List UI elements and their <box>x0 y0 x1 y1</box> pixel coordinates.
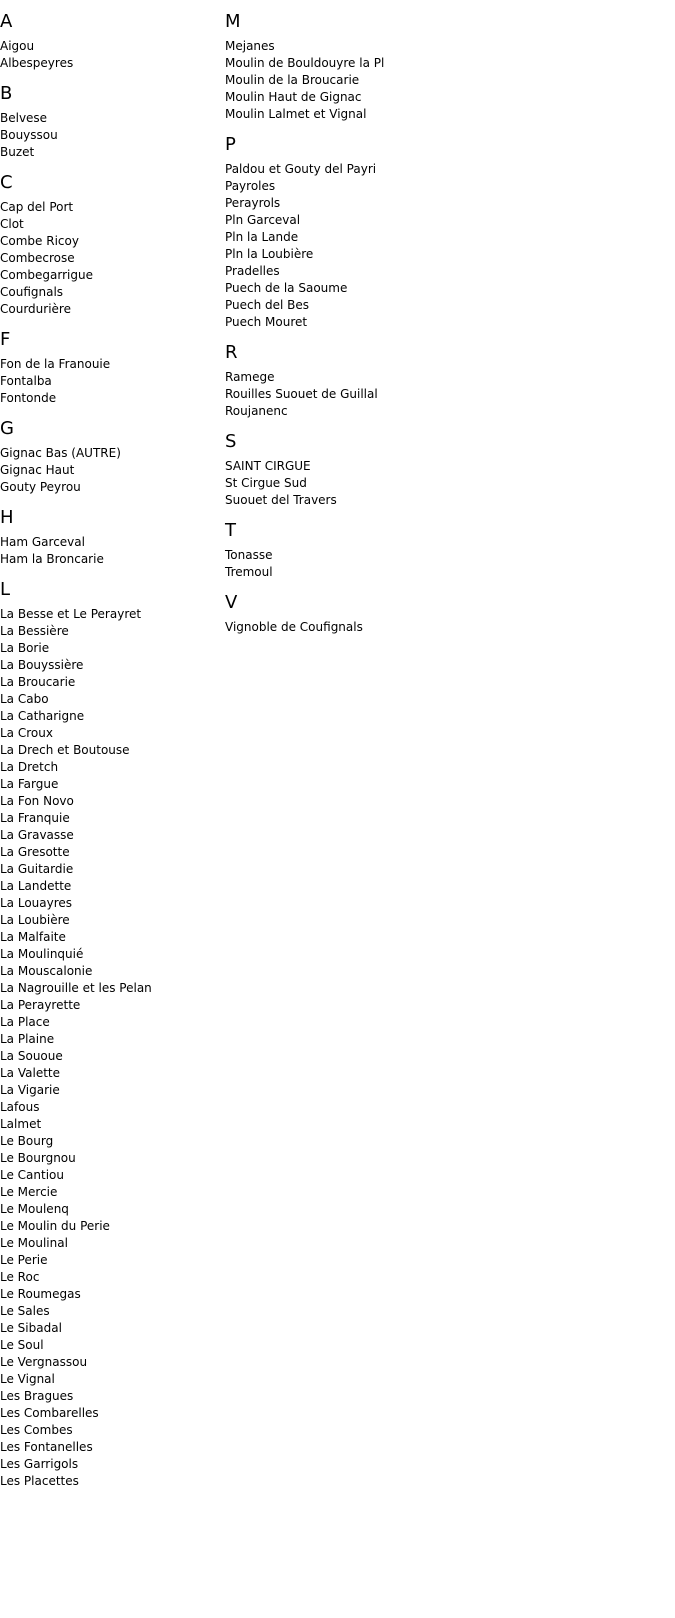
place-link[interactable]: Le Bourgnou <box>0 1151 76 1165</box>
place-link[interactable]: Lafous <box>0 1100 40 1114</box>
section-letter-heading: G <box>0 418 14 439</box>
place-link[interactable]: Le Vergnassou <box>0 1355 88 1369</box>
place-link[interactable]: Payroles <box>225 179 276 193</box>
place-link[interactable]: Le Sibadal <box>0 1321 62 1335</box>
place-link[interactable]: La Sououe <box>0 1049 63 1063</box>
place-link[interactable]: Buzet <box>0 145 35 159</box>
place-link[interactable]: Courdurière <box>0 302 71 316</box>
section-letter-heading: S <box>225 431 237 452</box>
section-letter-heading: M <box>225 11 241 32</box>
place-link[interactable]: Albespeyres <box>0 56 74 70</box>
place-link[interactable]: La Louayres <box>0 896 73 910</box>
place-link[interactable]: Le Perie <box>0 1253 48 1267</box>
index-section-m <box>225 10 485 123</box>
place-link[interactable]: Pln la Loubière <box>225 247 314 261</box>
place-link[interactable]: La Nagrouille et les Pelan <box>0 981 152 995</box>
place-link[interactable]: Combegarrigue <box>0 268 93 282</box>
place-link[interactable]: Le Moulinal <box>0 1236 68 1250</box>
place-link[interactable]: Ham Garceval <box>0 535 85 549</box>
place-link[interactable]: Moulin de la Broucarie <box>225 73 360 87</box>
place-link[interactable]: Gignac Bas (AUTRE) <box>0 446 121 460</box>
place-link[interactable]: La Plaine <box>0 1032 55 1046</box>
place-link[interactable]: Fon de la Franouie <box>0 357 111 371</box>
place-link[interactable]: Le Bourg <box>0 1134 54 1148</box>
place-link[interactable]: Lalmet <box>0 1117 42 1131</box>
place-link[interactable]: Les Combarelles <box>0 1406 99 1420</box>
place-link[interactable]: St Cirgue Sud <box>225 476 307 490</box>
place-link[interactable]: Ham la Broncarie <box>0 552 104 566</box>
place-link[interactable]: La Franquie <box>0 811 70 825</box>
place-link[interactable]: La Gresotte <box>0 845 70 859</box>
place-link[interactable]: Moulin Lalmet et Vignal <box>225 107 367 121</box>
place-link[interactable]: La Fon Novo <box>0 794 74 808</box>
place-link[interactable]: Les Placettes <box>0 1474 79 1488</box>
index-section-s <box>225 430 485 509</box>
place-link[interactable]: Les Garrigols <box>0 1457 79 1471</box>
place-link[interactable]: Le Roc <box>0 1270 40 1284</box>
place-link[interactable]: Gouty Peyrou <box>0 480 81 494</box>
index-section-p <box>225 133 485 331</box>
place-link[interactable]: Tonasse <box>225 548 273 562</box>
index-section-f <box>0 328 220 407</box>
index-section-g <box>0 417 220 496</box>
section-letter-heading: V <box>225 592 238 613</box>
right-column <box>225 10 485 646</box>
place-link[interactable]: La Moulinquié <box>0 947 84 961</box>
place-link[interactable]: La Bouyssière <box>0 658 84 672</box>
section-letter-heading: L <box>0 579 11 600</box>
index-section-a <box>0 10 220 72</box>
place-link[interactable]: La Malfaite <box>0 930 66 944</box>
index-section-r <box>225 341 485 420</box>
place-link[interactable]: Rouilles Suouet de Guillal <box>225 387 378 401</box>
index-section-t <box>225 519 485 581</box>
place-link[interactable]: Cap del Port <box>0 200 74 214</box>
index-section-v <box>225 591 485 636</box>
place-link[interactable]: Gignac Haut <box>0 463 75 477</box>
section-letter-heading: F <box>0 329 11 350</box>
section-letter-heading: H <box>0 507 14 528</box>
place-link[interactable]: Paldou et Gouty del Payri <box>225 162 377 176</box>
place-link[interactable]: Fontonde <box>0 391 57 405</box>
place-link[interactable]: La Cabo <box>0 692 49 706</box>
place-link[interactable]: Le Mercie <box>0 1185 58 1199</box>
place-link[interactable]: Bouyssou <box>0 128 58 142</box>
place-link[interactable]: La Borie <box>0 641 50 655</box>
place-link[interactable]: Ramege <box>225 370 275 384</box>
place-link[interactable]: Le Roumegas <box>0 1287 81 1301</box>
place-link[interactable]: Puech del Bes <box>225 298 310 312</box>
place-link[interactable]: La Bessière <box>0 624 69 638</box>
index-section-b <box>0 82 220 161</box>
place-link[interactable]: SAINT CIRGUE <box>225 459 311 473</box>
index-section-c <box>0 171 220 318</box>
place-link[interactable]: Pln Garceval <box>225 213 301 227</box>
place-link[interactable]: Vignoble de Coufignals <box>225 620 363 634</box>
section-letter-heading: A <box>0 11 13 32</box>
place-link[interactable]: Mejanes <box>225 39 275 53</box>
place-link[interactable]: La Mouscalonie <box>0 964 93 978</box>
place-link[interactable]: La Broucarie <box>0 675 76 689</box>
place-link[interactable]: Le Moulenq <box>0 1202 69 1216</box>
place-link[interactable]: La Vigarie <box>0 1083 60 1097</box>
place-link[interactable]: La Loubière <box>0 913 70 927</box>
place-link[interactable]: Les Bragues <box>0 1389 74 1403</box>
place-link[interactable]: La Fargue <box>0 777 59 791</box>
place-link[interactable]: Coufignals <box>0 285 64 299</box>
place-link[interactable]: Pln la Lande <box>225 230 299 244</box>
place-link[interactable]: Suouet del Travers <box>225 493 337 507</box>
place-link[interactable]: Pradelles <box>225 264 280 278</box>
place-link[interactable]: Combecrose <box>0 251 75 265</box>
place-link[interactable]: Le Soul <box>0 1338 44 1352</box>
place-link[interactable]: La Drech et Boutouse <box>0 743 130 757</box>
place-link[interactable]: Puech de la Saoume <box>225 281 348 295</box>
place-link[interactable]: Belvese <box>0 111 48 125</box>
place-link[interactable]: Le Sales <box>0 1304 50 1318</box>
place-link[interactable]: Les Combes <box>0 1423 73 1437</box>
place-link[interactable]: La Landette <box>0 879 72 893</box>
place-link[interactable]: Le Cantiou <box>0 1168 64 1182</box>
index-section-h <box>0 506 220 568</box>
section-letter-heading: B <box>0 83 13 104</box>
place-link[interactable]: Fontalba <box>0 374 52 388</box>
place-link[interactable]: Perayrols <box>225 196 281 210</box>
place-link[interactable]: Les Fontanelles <box>0 1440 93 1454</box>
place-link[interactable]: Roujanenc <box>225 404 288 418</box>
place-link[interactable]: Le Moulin du Perie <box>0 1219 110 1233</box>
place-link[interactable]: Tremoul <box>225 565 273 579</box>
place-link[interactable]: Clot <box>0 217 24 231</box>
place-link[interactable]: Moulin de Bouldouyre la Pl <box>225 56 385 70</box>
place-link[interactable]: Aigou <box>0 39 35 53</box>
place-link[interactable]: La Gravasse <box>0 828 74 842</box>
place-link[interactable]: La Perayrette <box>0 998 81 1012</box>
section-letter-heading: T <box>225 520 236 541</box>
place-link[interactable]: La Valette <box>0 1066 60 1080</box>
place-link[interactable]: Le Vignal <box>0 1372 55 1386</box>
place-link[interactable]: La Guitardie <box>0 862 74 876</box>
section-letter-heading: P <box>225 134 236 155</box>
place-link[interactable]: La Besse et Le Perayret <box>0 607 142 621</box>
left-column <box>0 10 220 1500</box>
section-letter-heading: R <box>225 342 238 363</box>
place-link[interactable]: La Catharigne <box>0 709 85 723</box>
place-link[interactable]: La Place <box>0 1015 50 1029</box>
section-letter-heading: C <box>0 172 13 193</box>
place-link[interactable]: Puech Mouret <box>225 315 308 329</box>
index-section-l <box>0 578 220 1490</box>
place-link[interactable]: Combe Ricoy <box>0 234 79 248</box>
place-link[interactable]: La Croux <box>0 726 53 740</box>
place-link[interactable]: Moulin Haut de Gignac <box>225 90 362 104</box>
place-link[interactable]: La Dretch <box>0 760 59 774</box>
